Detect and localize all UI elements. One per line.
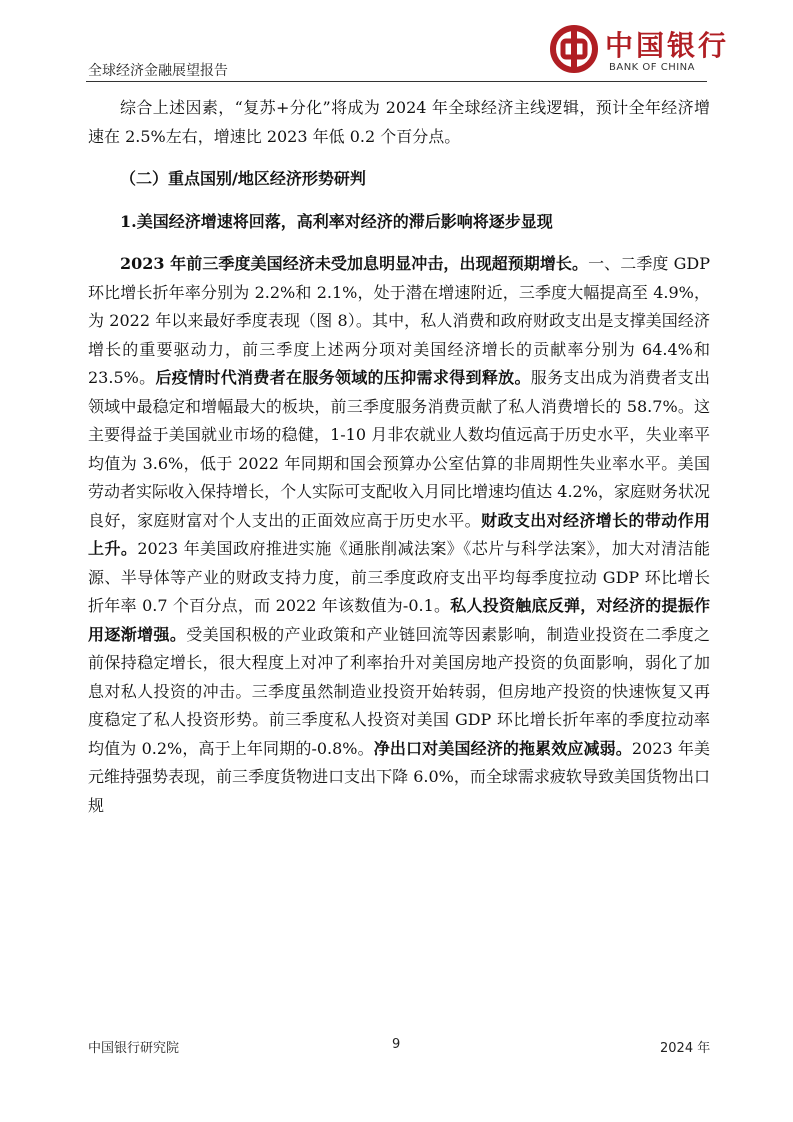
- header-divider: [86, 81, 707, 82]
- logo-chinese-name: 中国银行: [605, 29, 730, 62]
- summary-paragraph: 综合上述因素，“复苏+分化”将成为 2024 年全球经济主线逻辑，预计全年经济增速在 2.5%左右，增速比 2023 年低 0.2 个百分点。: [88, 98, 710, 146]
- bank-logo: [547, 22, 730, 78]
- footer-institution: 中国银行研究院: [88, 1041, 180, 1056]
- text-run: 私人投资触底反弹，对经济的提振作用逐渐增强。: [88, 596, 710, 644]
- us-economy-paragraph: [88, 250, 710, 820]
- text-run: 一、二季度 GDP 环比增长折年率分别为 2.2%和 2.1%，处于潜在增速附近，三季度大幅提高至 4.9%，为 2022 年以来最好季度表现（图 8）。其中，私人消费和政府财政支出是支撑美国经济增长的重要驱动力，前三季度上述两分项对美国经济增长的贡献率分别为 64.4%和 23.5%。: [88, 254, 710, 387]
- text-run: 服务支出成为消费者支出领域中最稳定和增幅最大的板块，前三季度服务消费贡献了私人消费增长的 58.7%。这主要得益于美国就业市场的稳健，1-10 月非农就业人数均值远高于历史水平，失业率平均值为 3.6%，低于 2022 年同期和国会预算办公室估算的非周期性失业率水平。美国劳动者实际收入保持增长，个人实际可支配收入月同比增速均值达 4.2%，家庭财务状况良好，家庭财富对个人支出的正面效应高于历史水平。: [88, 368, 710, 530]
- text-run: 净出口对美国经济的拖累效应减弱。: [373, 738, 632, 758]
- section-heading: （二）重点国别/地区经济形势研判: [120, 169, 366, 188]
- logo-english-name: BANK OF CHINA: [609, 62, 695, 73]
- subsection-heading: 1.美国经济增速将回落，高利率对经济的滞后影响将逐步显现: [120, 211, 553, 231]
- report-body: [88, 94, 710, 820]
- boc-emblem-icon: [549, 24, 599, 74]
- text-run: 2023 年前三季度美国经济未受加息明显冲击，出现超预期增长。: [120, 254, 589, 273]
- report-title: 全球经济金融展望报告: [88, 63, 228, 79]
- text-run: 受美国积极的产业政策和产业链回流等因素影响，制造业投资在二季度之前保持稳定增长，很大程度上对冲了利率抬升对美国房地产投资的负面影响，弱化了加息对私人投资的冲击。三季度虽然制造业投资开始转弱，但房地产投资的快速恢复又再度稳定了私人投资形势。前三季度私人投资对美国 GDP 环比增长折年率的季度拉动率均值为 0.2%，高于上年同期的-0.8%。: [88, 624, 710, 758]
- text-run: 2023 年美国政府推进实施《通胀削减法案》《芯片与科学法案》，加大对清洁能源、半导体等产业的财政支持力度，前三季度政府支出平均每季度拉动 GDP 环比增长折年率 0.7 个百分点，而 2022 年该数值为-0.1。: [88, 539, 710, 615]
- text-run: 后疫情时代消费者在服务领域的压抑需求得到释放。: [155, 368, 531, 387]
- text-run: 2023 年美元维持强势表现，前三季度货物进口支出下降 6.0%，而全球需求疲软导致美国货物出口规: [88, 738, 710, 815]
- footer-year: 2024 年: [660, 1041, 711, 1056]
- page-number: 9: [392, 1037, 401, 1052]
- text-run: 财政支出对经济增长的带动作用上升。: [88, 510, 710, 558]
